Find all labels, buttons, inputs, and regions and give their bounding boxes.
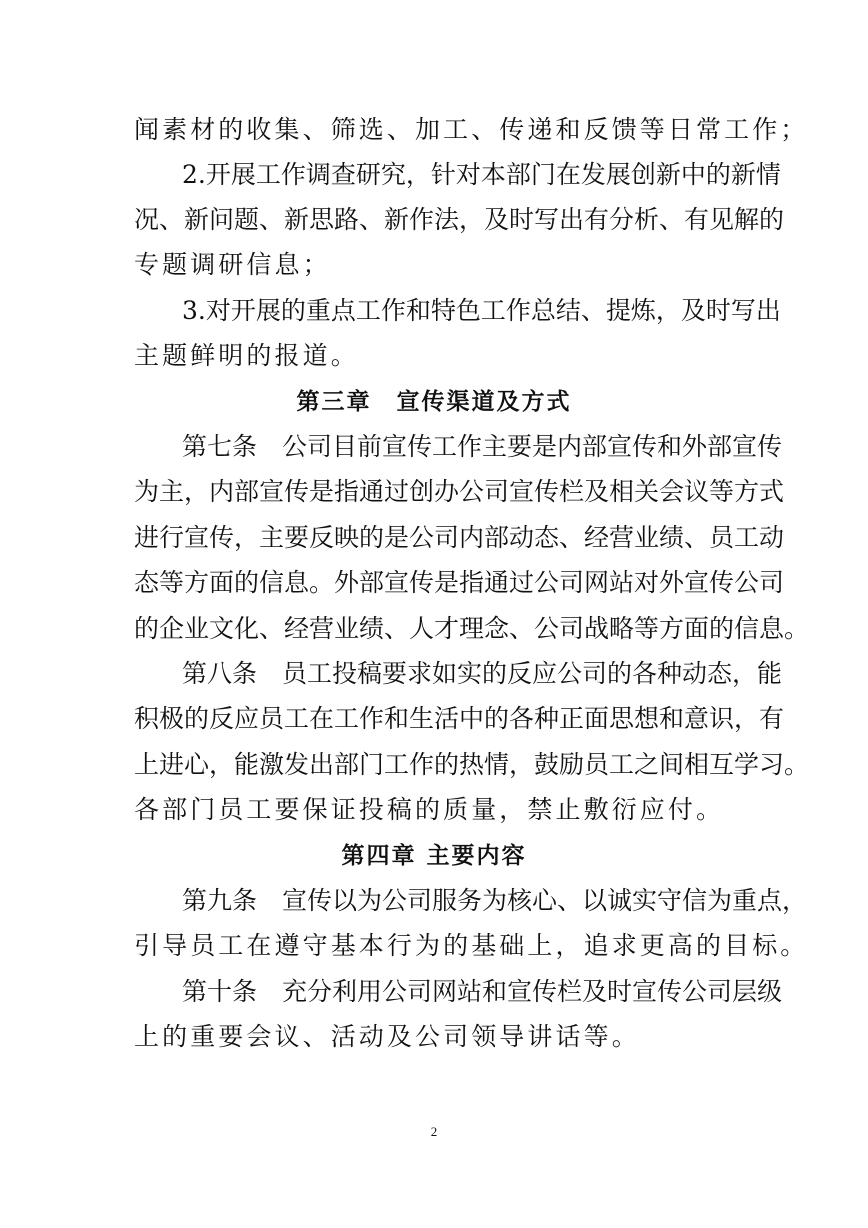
body-text-line: 闻素材的收集、筛选、加工、传递和反馈等日常工作； [134, 115, 809, 144]
article-first-line: 第十条 充分利用公司网站和宣传栏及时宣传公司层级 [182, 977, 783, 1006]
body-text-line: 引导员工在遵守基本行为的基础上，追求更高的目标。 [134, 931, 809, 960]
chapter-heading: 第三章 宣传渠道及方式 [296, 389, 572, 415]
body-text-line: 进行宣传，主要反映的是公司内部动态、经营业绩、员工动 [134, 523, 785, 552]
body-text-line: 上的重要会议、活动及公司领导讲话等。 [134, 1022, 640, 1051]
body-text-line: 况、新问题、新思路、新作法，及时写出有分析、有见解的 [134, 205, 785, 234]
body-text-line: 积极的反应员工在工作和生活中的各种正面思想和意识，有 [134, 704, 785, 733]
body-text-line: 态等方面的信息。外部宣传是指通过公司网站对外宣传公司 [134, 568, 785, 597]
body-text-line: 的企业文化、经营业绩、人才理念、公司战略等方面的信息。 [134, 614, 810, 643]
body-text-line: 上进心，能激发出部门工作的热情，鼓励员工之间相互学习。 [134, 750, 810, 779]
article-first-line: 第九条 宣传以为公司服务为核心、以诚实守信为重点， [182, 886, 808, 915]
page-number: 2 [430, 1124, 438, 1139]
article-first-line: 第八条 员工投稿要求如实的反应公司的各种动态，能 [182, 659, 783, 688]
body-text-line: 专题调研信息； [134, 250, 331, 279]
body-text-line: 各部门员工要保证投稿的质量，禁止敷衍应付。 [134, 795, 725, 824]
body-text-line: 为主，内部宣传是指通过创办公司宣传栏及相关会议等方式 [134, 477, 785, 506]
body-text-line: 3.对开展的重点工作和特色工作总结、提炼，及时写出 [182, 296, 781, 325]
article-first-line: 第七条 公司目前宣传工作主要是内部宣传和外部宣传 [182, 432, 783, 461]
chapter-heading: 第四章 主要内容 [341, 843, 527, 869]
body-text-line: 2.开展工作调查研究，针对本部门在发展创新中的新情 [182, 160, 781, 189]
body-text-line: 主题鲜明的报道。 [134, 341, 359, 370]
